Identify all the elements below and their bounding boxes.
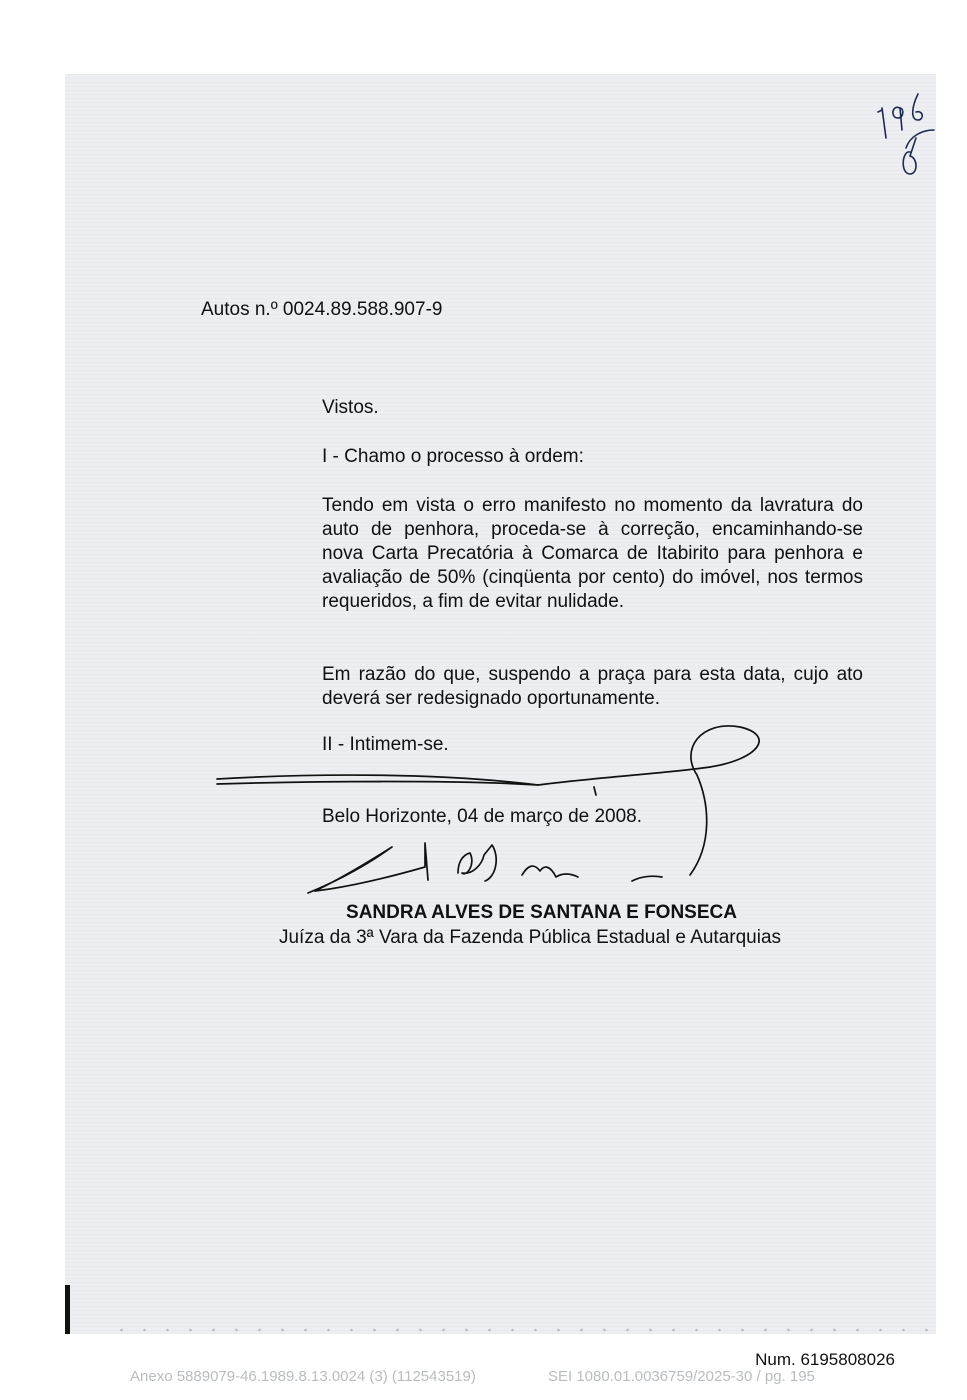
- handwritten-page-number-mark: [872, 78, 942, 188]
- opening-vistos: Vistos.: [322, 397, 379, 418]
- order-item-1: I - Chamo o processo à ordem:: [322, 446, 584, 467]
- sei-reference: SEI 1080.01.0036759/2025-30 / pg. 195: [548, 1368, 815, 1385]
- order-item-2: II - Intimem-se.: [322, 734, 449, 755]
- paragraph-suspension: Em razão do que, suspendo a praça para esta data, cujo ato deverá ser redesignado oportunamente.: [322, 664, 863, 709]
- signer-name: SANDRA ALVES DE SANTANA E FONSECA: [346, 902, 737, 923]
- paragraph-correction: Tendo em vista o erro manifesto no momento da lavratura do auto de penhora, proceda-se à correção, encaminhando-se nova Carta Precatória à Comarca de Itabirito para penhora e avaliação de 50% (cinqüenta por cento) do imóvel, nos termos requeridos, a fim de evitar nulidade.: [322, 495, 863, 612]
- attachment-reference: Anexo 5889079-46.1989.8.13.0024 (3) (112543519): [130, 1368, 476, 1385]
- case-number: Autos n.º 0024.89.588.907-9: [201, 299, 443, 320]
- document-number: Num. 6195808026: [755, 1350, 895, 1369]
- handwritten-signature: [200, 715, 780, 915]
- place-and-date: Belo Horizonte, 04 de março de 2008.: [322, 806, 643, 827]
- scan-dark-edge: [65, 1285, 70, 1334]
- signer-title: Juíza da 3ª Vara da Fazenda Pública Estadual e Autarquias: [278, 927, 782, 948]
- scan-bottom-noise: [110, 1326, 930, 1334]
